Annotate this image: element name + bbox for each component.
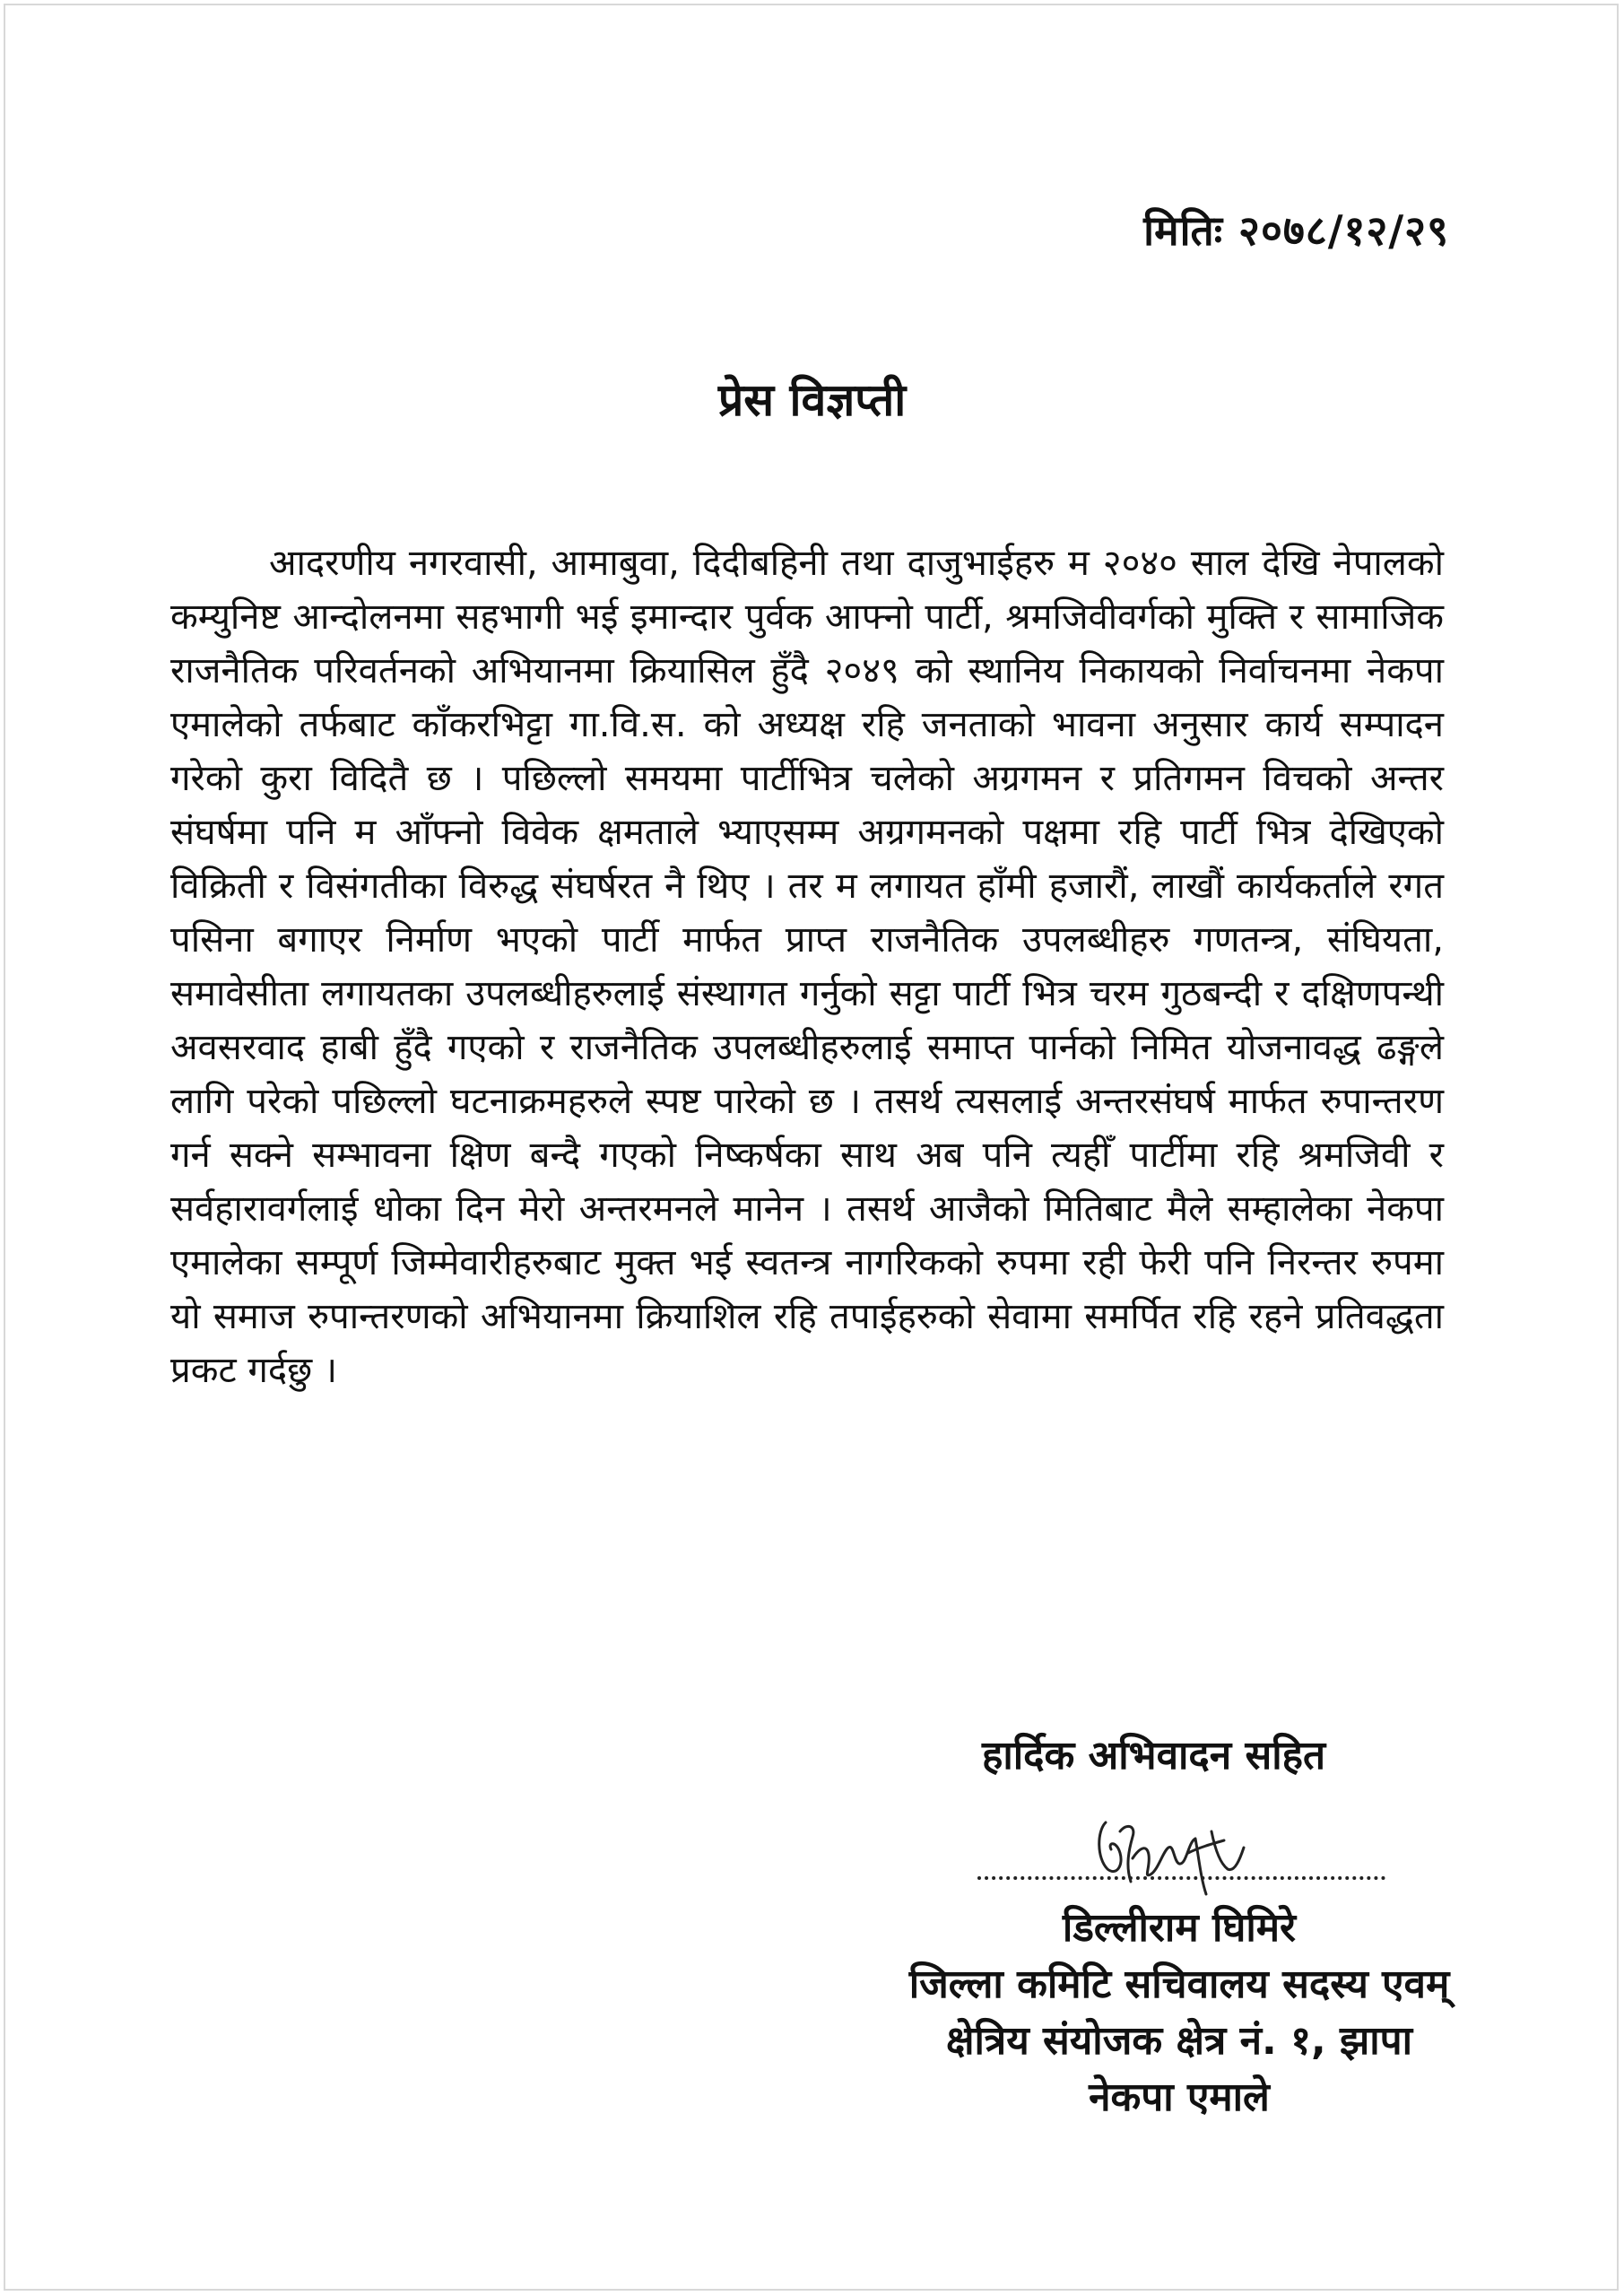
handwritten-signature [1081,1796,1260,1903]
closing-greeting: हार्दिक अभिवादन सहित [982,1733,1326,1779]
document-title: प्रेस विज्ञप्ती [717,374,907,426]
signatory-name: डिल्लीराम घिमिरे [1062,1905,1297,1951]
signatory-designation-1: जिल्ला कमिटि सचिवालय सदस्य एवम् [908,1961,1450,2007]
signatory-party: नेकपा एमाले [1089,2074,1270,2120]
signatory-block [843,1900,1515,2126]
signatory-designation-2: क्षेत्रिय संयोजक क्षेत्र नं. १, झापा [945,2018,1413,2064]
signature-line [977,1876,1385,1880]
document-date: मितिः २०७८/१२/२९ [1143,206,1449,255]
press-release-body: आदरणीय नगरवासी, आमाबुवा, दिदीबहिनी तथा दाजुभाईहरु म २०४० साल देखि नेपालको कम्युनिष्ट आन्दोलनमा सहभागी भई इमान्दार पुर्वक आफ्नो पार्टी, श्रमजिवीवर्गको मुक्ति र सामाजिक राजनैतिक परिवर्तनको अभियानमा क्रियासिल हुँदै २०४९ को स्थानिय निकायको निर्वाचनमा नेकपा एमालेको तर्फबाट काँकरभिट्टा गा.वि.स. को अध्यक्ष रहि जनताको भावना अनुसार कार्य सम्पादन गरेको कुरा विदितै छ । पछिल्लो समयमा पार्टीभित्र चलेको अग्रगमन र प्रतिगमन विचको अन्तर संघर्षमा पनि म आँफ्नो विवेक क्षमताले भ्याएसम्म अग्रगमनको पक्षमा रहि पार्टी भित्र देखिएको विक्रिती र विसंगतीका विरुद्ध संघर्षरत नै थिए । तर म लगायत हाँमी हजारौं, लाखौं कार्यकर्ताले रगत पसिना बगाएर निर्माण भएको पार्टी मार्फत प्राप्त राजनैतिक उपलब्धीहरु गणतन्त्र, संघियता, समावेसीता लगायतका उपलब्धीहरुलाई संस्थागत गर्नुको सट्टा पार्टी भित्र चरम गुठबन्दी र दक्षिणपन्थी अवसरवाद हाबी हुँदै गएको र राजनैतिक उपलब्धीहरुलाई समाप्त पार्नको निमित योजनावद्ध ढङ्गले लागि परेको पछिल्लो घटनाक्रमहरुले स्पष्ट पारेको छ । तसर्थ त्यसलाई अन्तरसंघर्ष मार्फत रुपान्तरण गर्न सक्ने सम्भावना क्षिण बन्दै गएको निष्कर्षका साथ अब पनि त्यहीँ पार्टीमा रहि श्रमजिवी र सर्वहारावर्गलाई धोका दिन मेरो अन्तरमनले मानेन । तसर्थ आजैको मितिबाट मैले सम्हालेका नेकपा एमालेका सम्पूर्ण जिम्मेवारीहरुबाट मुक्त भई स्वतन्त्र नागरिकको रुपमा रही फेरी पनि निरन्तर रुपमा यो समाज रुपान्तरणको अभियानमा क्रियाशिल रहि तपाईहरुको सेवामा समर्पित रहि रहने प्रतिवद्धता प्रकट गर्दछु । [170,543,1444,1391]
